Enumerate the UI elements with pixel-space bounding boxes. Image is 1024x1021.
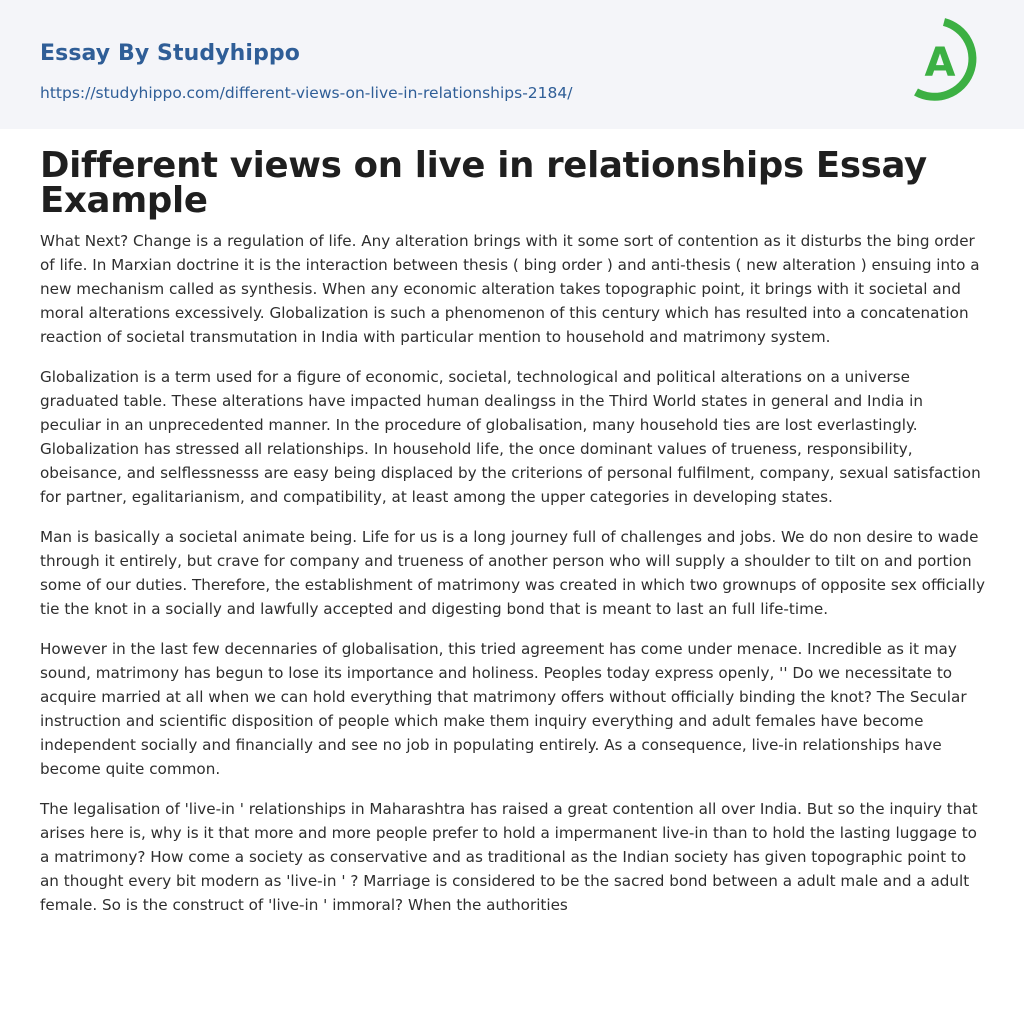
site-header bbox=[0, 0, 1024, 129]
essay-paragraph: What Next? Change is a regulation of life. Any alteration brings with it some sort of contention as it disturbs the bing order of life. In Marxian doctrine it is the interaction between thesis ( bing order ) and anti-thesis ( new alteration ) ensuing into a new mechanism called as synthesis. When any economic alteration takes topographic point, it brings with it societal and moral alterations excessively. Globalization is such a phenomenon of this century which has resulted into a concatenation reaction of societal transmutation in India with particular mention to household and matrimony system. bbox=[40, 232, 980, 346]
essay-paragraph: The legalisation of 'live-in ' relationships in Maharashtra has raised a great contention all over India. But so the inquiry that arises here is, why is it that more and more people prefer to hold a impermanent live-in than to hold the lasting luggage to a matrimony? How come a society as conservative and as traditional as the Indian society has given topographic point to an thought every bit modern as 'live-in ' ? Marriage is considered to be the sacred bond between a adult male and a adult female. So is the construct of 'live-in ' immoral? When the authorities bbox=[40, 800, 978, 914]
essay-paragraph: Man is basically a societal animate being. Life for us is a long journey full of challenges and jobs. We do non desire to wade through it entirely, but crave for company and trueness of another person who will supply a shoulder to tilt on and portion some of our duties. Therefore, the establishment of matrimony was created in which two grownups of opposite sex officially tie the knot in a socially and lawfully accepted and digesting bond that is meant to last an full life-time. bbox=[40, 528, 985, 618]
essay-title: Different views on live in relationships Essay Example bbox=[40, 145, 927, 221]
essay-paragraph: However in the last few decennaries of globalisation, this tried agreement has come under menace. Incredible as it may sound, matrimony has begun to lose its importance and holiness. Peoples today express openly, '' Do we necessitate to acquire married at all when we can hold everything that matrimony offers without officially binding the knot? The Secular instruction and scientific disposition of people which make them inquiry everything and adult females have become independent socially and financially and see no job in populating entirely. As a consequence, live-in relationships have become quite common. bbox=[40, 640, 967, 778]
essay-body bbox=[40, 229, 988, 917]
essay-content bbox=[40, 145, 988, 933]
site-title[interactable]: Essay By Studyhippo bbox=[40, 41, 300, 66]
logo-letter: A bbox=[924, 40, 956, 86]
essay-paragraph: Globalization is a term used for a figure of economic, societal, technological and political alterations on a universe graduated table. These alterations have impacted human dealingss in the Third World states in general and India in peculiar in an unprecedented manner. In the procedure of globalisation, many household ties are lost everlastingly. Globalization has stressed all relationships. In household life, the once dominant values of trueness, responsibility, obeisance, and selflessnesss are easy being displaced by the criterions of personal fulfilment, company, sexual satisfaction for partner, egalitarianism, and compatibility, at least among the upper categories in developing states. bbox=[40, 368, 981, 506]
essay-url-link[interactable]: https://studyhippo.com/different-views-on-live-in-relationships-2184/ bbox=[40, 84, 573, 102]
studyhippo-logo[interactable] bbox=[910, 18, 988, 106]
